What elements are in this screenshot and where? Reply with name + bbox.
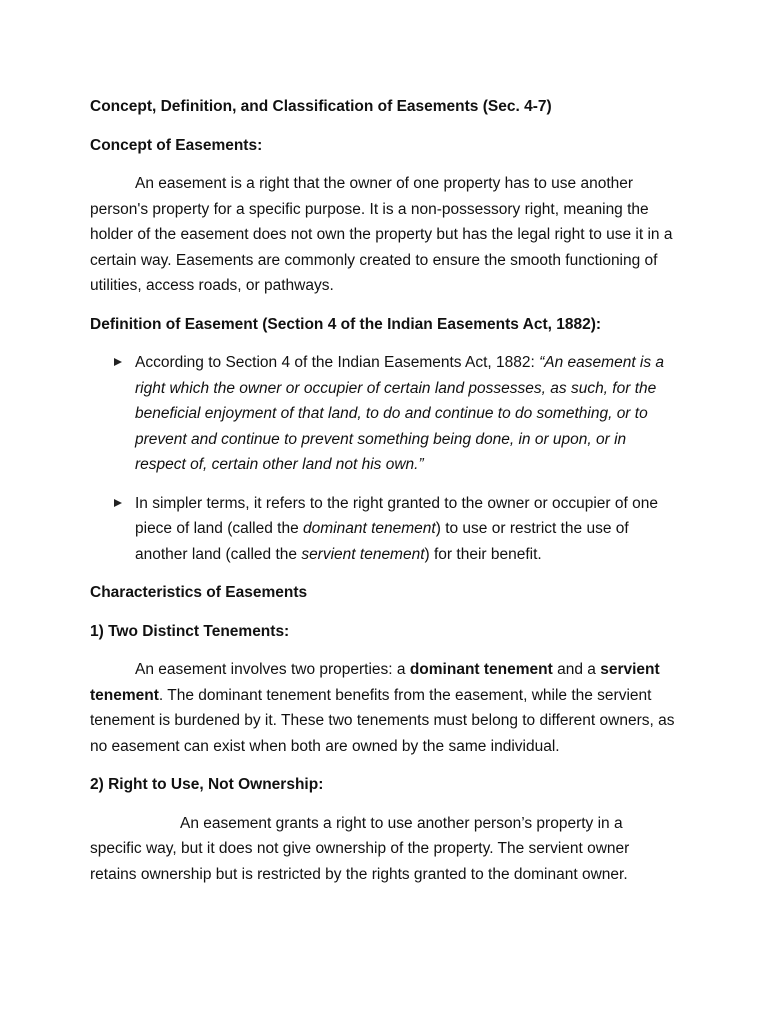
definition-heading: Definition of Easement (Section 4 of the Indian Easements Act, 1882):	[90, 315, 602, 333]
triangle-bullet-icon	[114, 499, 122, 507]
dominant-tenement-term: dominant tenement	[303, 520, 436, 537]
char1-text-part2: and a	[552, 661, 601, 678]
triangle-bullet-icon	[114, 358, 122, 366]
characteristics-heading: Characteristics of Easements	[90, 584, 308, 601]
definition-bullet-statute	[90, 350, 676, 478]
statute-quote: “An easement is a right which the owner or occupier of certain land possesses, as such, for the beneficial enjoyment of that land, to do and continue to do something, or to prevent and continue to prevent something being done, in or upon, or in respect of, certain other land not his own.”	[135, 354, 665, 473]
characteristic-2-heading: 2) Right to Use, Not Ownership:	[90, 776, 324, 793]
concept-paragraph: An easement is a right that the owner of one property has to use another person's property for a specific purpose. It is a non-possessory right, meaning the holder of the easement does not own the property but has the legal right to use it in a certain way. Easements are commonly created to ensure the smooth functioning of utilities, access roads, or pathways.	[90, 175, 673, 294]
characteristic-2-paragraph: An easement grants a right to use another person’s property in a specific way, but it does not give ownership of the property. The servient owner retains ownership but is restricted by the rights granted to the dominant owner.	[90, 814, 630, 883]
statute-lead-text: According to Section 4 of the Indian Easements Act, 1882:	[135, 354, 540, 371]
servient-tenement-term: servient tenement	[301, 545, 425, 563]
definition-bullet-simple	[90, 491, 676, 568]
char1-text-part3: . The dominant tenement benefits from the easement, while the servient tenement is burdened by it. These two tenements must belong to different owners, as no easement can exist when both are owned by the same individual.	[90, 686, 675, 755]
characteristic-1-heading: 1) Two Distinct Tenements:	[90, 622, 290, 640]
concept-heading: Concept of Easements:	[90, 136, 263, 154]
char1-text-part1: An easement involves two properties: a	[135, 661, 410, 678]
characteristic-1-paragraph	[90, 657, 676, 759]
dominant-tenement-bold: dominant tenement	[409, 661, 553, 678]
definition-bullet-list	[90, 350, 676, 567]
simple-text-part3: ) for their benefit.	[424, 545, 542, 563]
servient-tenement-bold: servient tenement	[90, 661, 660, 704]
simple-text-part2: ) to use or restrict the use of another land (called the	[135, 520, 629, 563]
document-title: Concept, Definition, and Classification of Easements (Sec. 4-7)	[90, 98, 552, 115]
simple-text-part1: In simpler terms, it refers to the right granted to the owner or occupier of one piece of land (called the	[135, 494, 658, 537]
